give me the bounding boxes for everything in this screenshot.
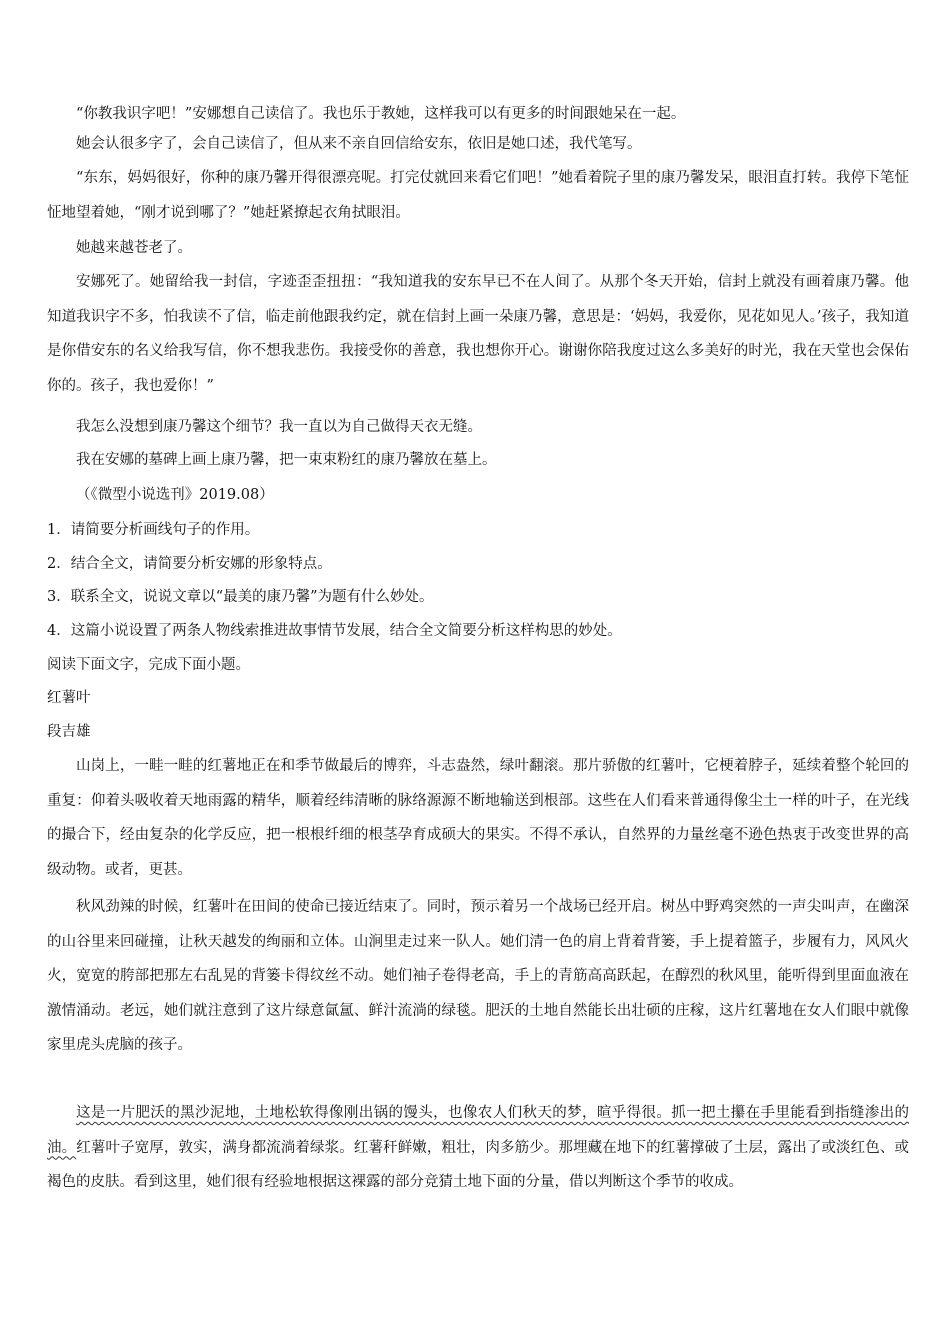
question-4: 4．这篇小说设置了两条人物线索推进故事情节发展，结合全文简要分析这样构思的妙处。 [47,623,622,639]
story2-author: 段吉雄 [47,724,91,740]
story2-paragraph: 秋风劲辣的时候，红薯叶在田间的使命已接近结束了。同时，预示着另一个战场已经开启。树丛中野鸡突然的一声尖叫声，在幽深的山谷里来回碰撞，让秋天越发的绚丽和立体。山涧里走过来一队人。她们清一色的肩上背着背篓，手上提着篮子，步履有力，风风火火，宽宽的胯部把那左右乱晃的背篓卡得纹丝不动。她们袖子卷得老高，手上的青筋高高跃起，在醇烈的秋风里，能听得到里面血液在激情涌动。老远，她们就注意到了这片绿意氤氲、鲜汁流淌的绿毯。肥沃的土地自然能长出壮硕的庄稼，这片红薯地在女人们眼中就像家里虎头虎脑的孩子。 [47,899,909,1054]
paragraph-rest: 红薯叶子宽厚，敦实，满身都流淌着绿浆。红薯秆鲜嫩，粗壮，肉多筋少。那埋藏在地下的红薯撑破了土层，露出了或淡红色、或褐色的皮肤。看到这里，她们很有经验地根据这裸露的部分竞猜土地下面的分量，借以判断这个季节的收成。 [47,1139,910,1191]
story1-paragraph: 她会认很多字了，会自己读信了，但从来不亲自回信给安东，依旧是她口述，我代笔写。 [76,136,642,152]
question-3: 3．联系全文，说说文章以“最美的康乃馨”为题有什么妙处。 [47,589,434,605]
reading-instruction: 阅读下面文字，完成下面小题。 [47,657,250,673]
underlined-sentence: 这是一片肥沃的黑沙泥地，土地松软得像刚出锅的馒头，也像农人们秋天的梦，暄乎得很。抓一把土攥在手里能看到指缝渗出的油。 [47,1105,909,1156]
story1-source: （《微型小说选刊》2019.08） [76,487,274,503]
story1-paragraph: “东东，妈妈很好，你种的康乃馨开得很漂亮呢。打完仗就回来看它们吧！”她看着院子里的康乃馨发呆，眼泪直打转。我停下笔怔怔地望着她，“刚才说到哪了？”她赶紧撩起衣角拭眼泪。 [47,170,909,221]
question-1: 1．请简要分析画线句子的作用。 [47,522,260,538]
story2-paragraph [47,1096,909,1200]
story1-paragraph: “你教我识字吧！”安娜想自己读信了。我也乐于教她，这样我可以有更多的时间跟她呆在一起。 [76,106,686,122]
story1-paragraph: 安娜死了。她留给我一封信，字迹歪歪扭扭：“我知道我的安东早已不在人间了。从那个冬天开始，信封上就没有画着康乃馨。他知道我识字不多，怕我读不了信，临走前他跟我约定，就在信封上画一朵康乃馨，意思是：‘妈妈，我爱你，见花如见人。’孩子，我知道是你借安东的名义给我写信，你不想我悲伤。我接受你的善意，我也想你开心。谢谢你陪我度过这么多美好的时光，我在天堂也会保佑你的。孩子，我也爱你！” [47,274,909,394]
story1-paragraph: 她越来越苍老了。 [76,240,192,256]
story2-paragraph: 山岗上，一畦一畦的红薯地正在和季节做最后的博弈，斗志盎然，绿叶翻滚。那片骄傲的红薯叶，它梗着脖子，延续着整个轮回的重复：仰着头吸收着天地雨露的精华，顺着经纬清晰的脉络源源不断地输送到根部。这些在人们看来普通得像尘土一样的叶子，在光线的撮合下，经由复杂的化学反应，把一根根纤细的根茎孕育成硕大的果实。不得不承认，自然界的力量丝毫不逊色热衷于改变世界的高级动物。或者，更甚。 [47,758,909,878]
question-2: 2．结合全文，请简要分析安娜的形象特点。 [47,556,332,572]
story1-paragraph: 我在安娜的墓碑上画上康乃馨，把一束束粉红的康乃馨放在墓上。 [76,452,497,468]
story1-paragraph: 我怎么没想到康乃馨这个细节？我一直以为自己做得天衣无缝。 [76,419,482,435]
story2-title: 红薯叶 [47,690,91,706]
